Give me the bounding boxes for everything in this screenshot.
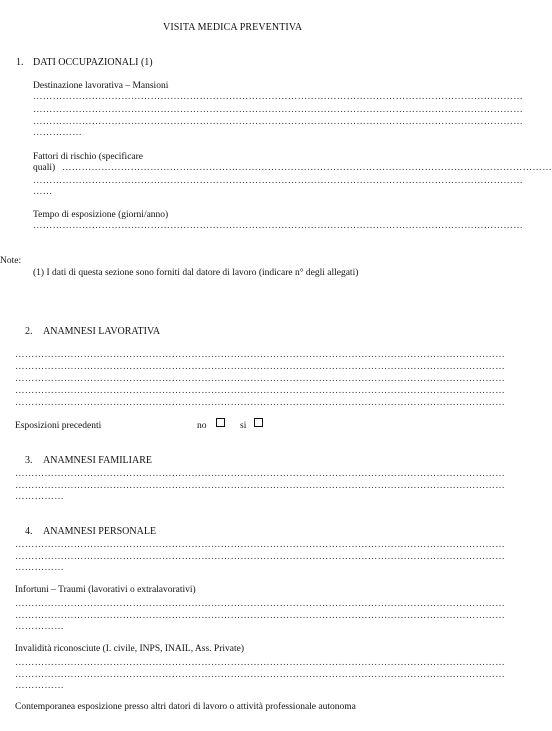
page-title: VISITA MEDICA PREVENTIVA <box>163 22 303 33</box>
anamnesi-familiare-dots[interactable]: …………………………………………………………………………………………………………………………………… <box>15 481 505 491</box>
section-2-number: 2. <box>25 326 33 337</box>
invalidita-dots[interactable]: …………… <box>15 681 64 691</box>
note-label: Note: <box>0 256 22 266</box>
section-1-number: 1. <box>16 57 24 68</box>
fattori-dots[interactable]: …………………………………………………………………………………………………………………………………… <box>62 163 552 173</box>
destinazione-dots[interactable]: …………………………………………………………………………………………………………………………………… <box>33 105 523 115</box>
destinazione-dots[interactable]: …………………………………………………………………………………………………………………………………… <box>33 117 523 127</box>
section-1-heading: DATI OCCUPAZIONALI (1) <box>33 57 153 68</box>
anamnesi-lavorativa-dots[interactable]: …………………………………………………………………………………………………………………………………… <box>15 350 505 360</box>
anamnesi-familiare-dots[interactable]: …………………………………………………………………………………………………………………………………… <box>15 469 505 479</box>
anamnesi-lavorativa-dots[interactable]: …………………………………………………………………………………………………………………………………… <box>15 386 505 396</box>
tempo-label: Tempo di esposizione (giorni/anno) <box>33 210 169 220</box>
section-3-number: 3. <box>25 455 33 466</box>
fattori-label: Fattori di rischio (specificare <box>33 152 144 162</box>
invalidita-dots[interactable]: …………………………………………………………………………………………………………………………………… <box>15 658 505 668</box>
note-text: (1) I dati di questa sezione sono forniti dal datore di lavoro (indicare n° degli allegati) <box>33 268 359 278</box>
anamnesi-lavorativa-dots[interactable]: …………………………………………………………………………………………………………………………………… <box>15 362 505 372</box>
infortuni-dots[interactable]: …………… <box>15 622 64 632</box>
infortuni-label: Infortuni – Traumi (lavorativi o extralavorativi) <box>15 585 196 595</box>
section-4-number: 4. <box>25 526 33 537</box>
anamnesi-lavorativa-dots[interactable]: …………………………………………………………………………………………………………………………………… <box>15 374 505 384</box>
tempo-dots[interactable]: …………………………………………………………………………………………………………………………………… <box>33 221 523 231</box>
section-2-heading: ANAMNESI LAVORATIVA <box>43 326 161 337</box>
section-4-heading: ANAMNESI PERSONALE <box>43 526 157 537</box>
infortuni-dots[interactable]: …………………………………………………………………………………………………………………………………… <box>15 611 505 621</box>
infortuni-dots[interactable]: …………………………………………………………………………………………………………………………………… <box>15 599 505 609</box>
anamnesi-personale-dots[interactable]: …………………………………………………………………………………………………………………………………… <box>15 540 505 550</box>
si-checkbox[interactable] <box>254 418 263 427</box>
destinazione-dots[interactable]: …………… <box>33 128 82 138</box>
invalidita-dots[interactable]: …………………………………………………………………………………………………………………………………… <box>15 670 505 680</box>
no-checkbox[interactable] <box>216 418 225 427</box>
anamnesi-familiare-dots[interactable]: …………… <box>15 492 64 502</box>
destinazione-dots[interactable]: …………………………………………………………………………………………………………………………………… <box>33 92 523 102</box>
esposizioni-label: Esposizioni precedenti <box>15 421 102 431</box>
anamnesi-lavorativa-dots[interactable]: …………………………………………………………………………………………………………………………………… <box>15 398 505 408</box>
fattori-dots[interactable]: …………………………………………………………………………………………………………………………………… <box>33 176 523 186</box>
no-label: no <box>197 421 207 431</box>
invalidita-label: Invalidità riconosciute (I. civile, INPS, INAIL, Ass. Private) <box>15 644 245 654</box>
contemporanea-label: Contemporanea esposizione presso altri datori di lavoro o attività professionale autonoma <box>15 702 356 712</box>
fattori-dots[interactable]: …… <box>33 187 53 197</box>
anamnesi-personale-dots[interactable]: …………………………………………………………………………………………………………………………………… <box>15 552 505 562</box>
section-3-heading: ANAMNESI FAMILIARE <box>43 455 152 466</box>
si-label: si <box>240 421 247 431</box>
anamnesi-personale-dots[interactable]: …………… <box>15 563 64 573</box>
fattori-label-2: quali) <box>33 163 56 173</box>
destinazione-label: Destinazione lavorativa – Mansioni <box>33 81 169 91</box>
